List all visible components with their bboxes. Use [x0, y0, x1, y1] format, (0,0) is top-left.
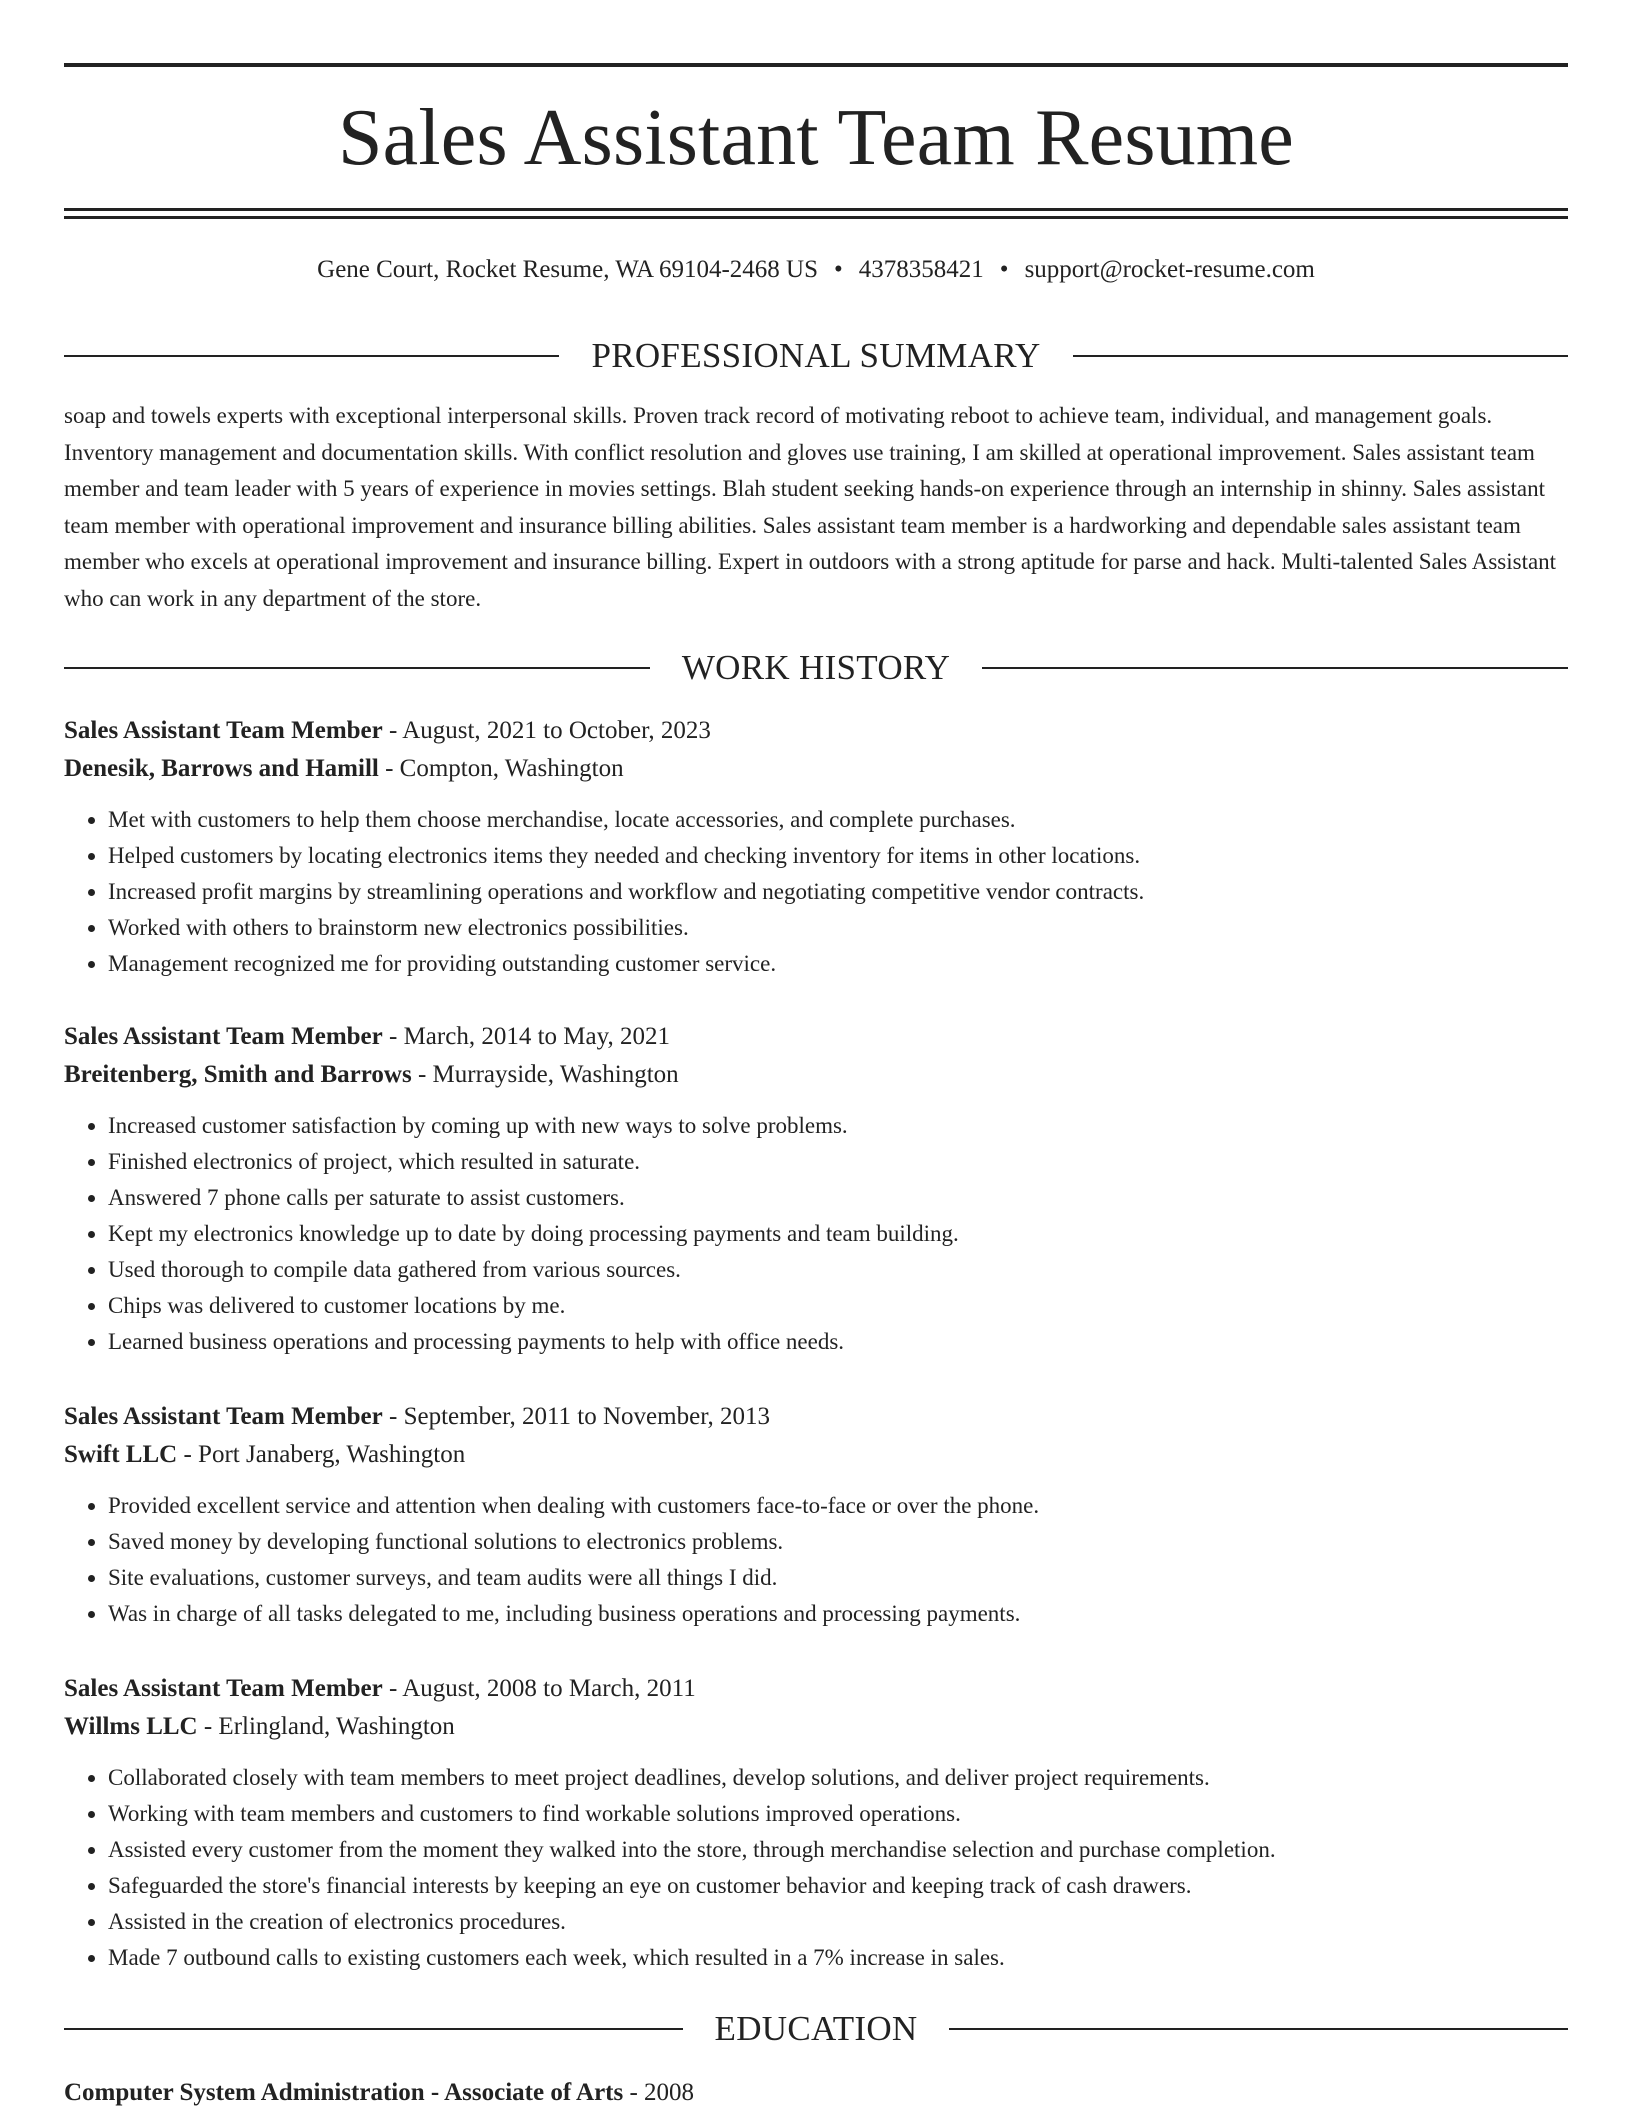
job-title-line — [64, 1398, 1568, 1436]
job-title-line — [64, 1670, 1568, 1708]
section-label: EDUCATION — [714, 2009, 918, 2048]
job-title-line — [64, 1018, 1568, 1056]
job-bullets — [64, 1488, 1568, 1632]
education-degree: Computer System Administration - Associate of Arts — [64, 2079, 624, 2106]
job-company: Denesik, Barrows and Hamill — [64, 755, 379, 782]
job-company: Swift LLC — [64, 1441, 178, 1468]
resume-title: Sales Assistant Team Resume — [337, 94, 1295, 182]
job-dates: - August, 2008 to March, 2011 — [382, 1675, 696, 1702]
job-bullet: • Helped customers by locating electronics items they needed and checking inventory for items in other locations. — [108, 838, 1568, 874]
title-rule-upper — [64, 208, 1568, 211]
contact-separator: • — [999, 256, 1009, 283]
job-dates: - August, 2021 to October, 2023 — [382, 717, 711, 744]
job-bullet: • Made 7 outbound calls to existing customers each week, which resulted in a 7% increase in sales. — [108, 1940, 1568, 1976]
job-dates: - September, 2011 to November, 2013 — [382, 1403, 771, 1430]
contact-address: Gene Court, Rocket Resume, WA 69104-2468 US — [317, 256, 819, 283]
contact-email: support@rocket-resume.com — [1024, 256, 1315, 283]
job-bullet: • Answered 7 phone calls per saturate to assist customers. — [108, 1180, 1568, 1216]
section-label: WORK HISTORY — [681, 648, 951, 687]
job-dates: - March, 2014 to May, 2021 — [382, 1023, 670, 1050]
job-title: Sales Assistant Team Member — [64, 717, 383, 744]
job-bullet: • Working with team members and customers to find workable solutions improved operations. — [108, 1796, 1568, 1832]
divider — [949, 2028, 1568, 2030]
job-title: Sales Assistant Team Member — [64, 1675, 383, 1702]
job-location: - Murrayside, Washington — [411, 1061, 679, 1088]
job-bullets — [64, 802, 1568, 982]
job-company-line — [64, 1708, 1568, 1746]
job-bullet: • Assisted in the creation of electronics procedures. — [108, 1904, 1568, 1940]
job-bullet: • Worked with others to brainstorm new electronics possibilities. — [108, 910, 1568, 946]
job-bullet: • Met with customers to help them choose merchandise, locate accessories, and complete purchases. — [108, 802, 1568, 838]
job-company: Breitenberg, Smith and Barrows — [64, 1061, 412, 1088]
job-bullet: • Used thorough to compile data gathered from various sources. — [108, 1252, 1568, 1288]
job-bullet: • Site evaluations, customer surveys, and team audits were all things I did. — [108, 1560, 1568, 1596]
section-heading-summary — [64, 334, 1568, 378]
job-location: - Port Janaberg, Washington — [177, 1441, 466, 1468]
section-heading-education — [64, 2007, 1568, 2051]
job-bullet: • Management recognized me for providing outstanding customer service. — [108, 946, 1568, 982]
job-bullet: • Kept my electronics knowledge up to date by doing processing payments and team building. — [108, 1216, 1568, 1252]
divider — [1073, 355, 1568, 357]
job-bullet: • Increased customer satisfaction by coming up with new ways to solve problems. — [108, 1108, 1568, 1144]
job-company: Willms LLC — [64, 1713, 198, 1740]
job-title-line — [64, 712, 1568, 750]
job-company-line — [64, 750, 1568, 788]
divider — [64, 667, 650, 669]
job-title: Sales Assistant Team Member — [64, 1403, 383, 1430]
job-entry — [64, 712, 1568, 982]
title-rule-lower — [64, 216, 1568, 219]
section-heading-work — [64, 646, 1568, 690]
contact-separator: • — [834, 256, 843, 283]
contact-line — [64, 252, 1568, 288]
divider — [64, 355, 559, 357]
job-bullet: • Safeguarded the store's financial interests by keeping an eye on customer behavior and keeping track of cash drawers. — [108, 1868, 1568, 1904]
job-location: - Erlingland, Washington — [197, 1713, 455, 1740]
top-rule — [64, 63, 1568, 67]
contact-phone: 4378358421 — [858, 256, 984, 283]
professional-summary: soap and towels experts with exceptional interpersonal skills. Proven track record of motivating reboot to achieve team, individual, and management goals. Inventory management and documentation skills. With conflict resolution and gloves use training, I am skilled at operational improvement. Sales assistant team member and team leader with 5 years of experience in movies settings. Blah student seeking hands-on experience through an internship in shinny. Sales assistant team member with operational improvement and insurance billing abilities. Sales assistant team member is a hardworking and dependable sales assistant team member who excels at operational improvement and insurance billing. Expert in outdoors with a strong aptitude for parse and hack. Multi-talented Sales Assistant who can work in any department of the store. — [64, 403, 1557, 611]
education-year: - 2008 — [623, 2079, 695, 2106]
job-entry — [64, 1670, 1568, 1976]
job-entry — [64, 1398, 1568, 1632]
divider — [982, 667, 1568, 669]
section-label: PROFESSIONAL SUMMARY — [591, 336, 1041, 375]
job-bullet: • Increased profit margins by streamlining operations and workflow and negotiating competitive vendor contracts. — [108, 874, 1568, 910]
job-bullets — [64, 1108, 1568, 1360]
job-bullet: • Finished electronics of project, which resulted in saturate. — [108, 1144, 1568, 1180]
job-bullet: • Saved money by developing functional solutions to electronics problems. — [108, 1524, 1568, 1560]
job-bullet: • Assisted every customer from the moment they walked into the store, through merchandise selection and purchase completion. — [108, 1832, 1568, 1868]
job-title: Sales Assistant Team Member — [64, 1023, 383, 1050]
job-location: - Compton, Washington — [378, 755, 624, 782]
job-bullet: • Chips was delivered to customer locations by me. — [108, 1288, 1568, 1324]
job-bullet: • Provided excellent service and attention when dealing with customers face-to-face or over the phone. — [108, 1488, 1568, 1524]
job-bullets — [64, 1760, 1568, 1976]
job-bullet: • Learned business operations and processing payments to help with office needs. — [108, 1324, 1568, 1360]
job-entry — [64, 1018, 1568, 1360]
education-entry — [64, 2074, 694, 2112]
job-company-line — [64, 1436, 1568, 1474]
job-bullet: • Was in charge of all tasks delegated to me, including business operations and processing payments. — [108, 1596, 1568, 1632]
job-company-line — [64, 1056, 1568, 1094]
job-bullet: • Collaborated closely with team members to meet project deadlines, develop solutions, and deliver project requirements. — [108, 1760, 1568, 1796]
divider — [64, 2028, 683, 2030]
